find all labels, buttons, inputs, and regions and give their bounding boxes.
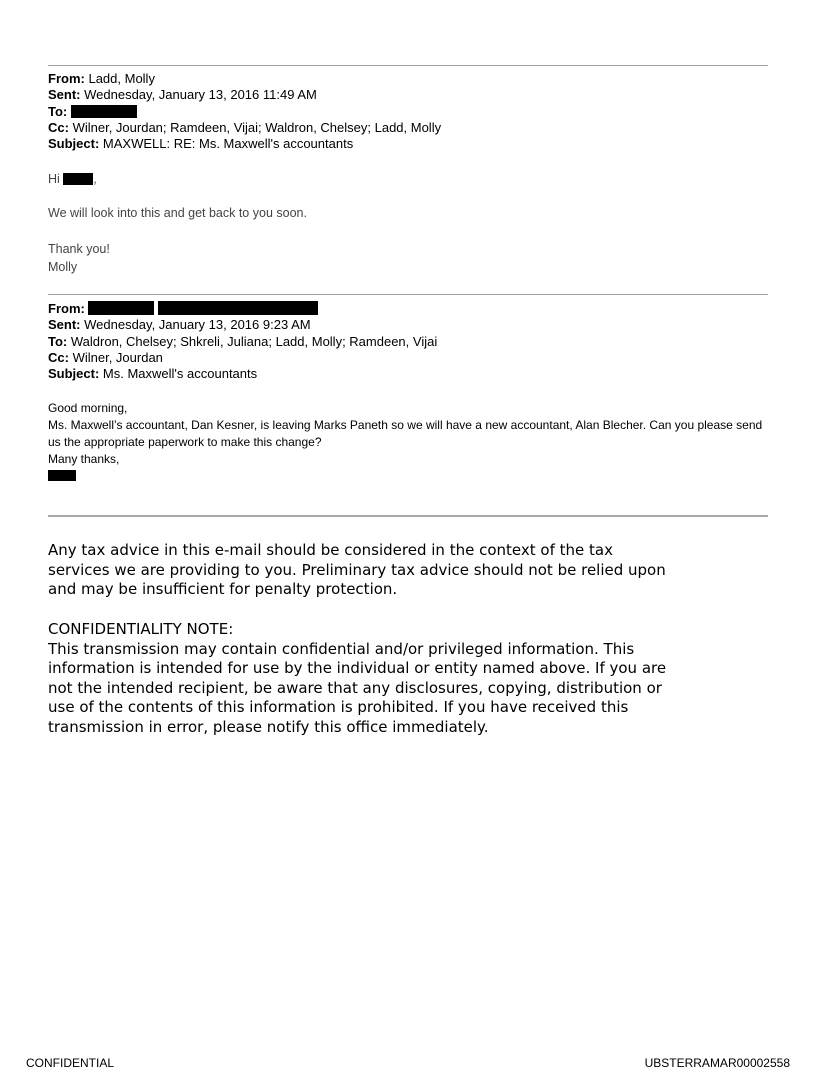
email2-signature bbox=[48, 468, 778, 485]
email1-to-line: To: bbox=[48, 104, 768, 120]
email1-subject: MAXWELL: RE: Ms. Maxwell's accountants bbox=[102, 136, 354, 152]
email1-header bbox=[48, 71, 768, 152]
email2-from-line: From: bbox=[48, 301, 768, 317]
email1-subject-line: Subject: MAXWELL: RE: Ms. Maxwell's accountants bbox=[48, 136, 354, 152]
confidentiality-notice bbox=[48, 620, 668, 737]
email2-greeting: Good morning, bbox=[48, 401, 128, 415]
disclaimer-divider bbox=[48, 515, 768, 517]
email1-from-line: From: Ladd, Molly bbox=[48, 71, 155, 86]
email2-subject-line: Subject: Ms. Maxwell's accountants bbox=[48, 366, 258, 382]
tax-advice-text: Any tax advice in this e-mail should be considered in the context of the tax services we are providing to you. Preliminary tax advice should not be relied upon and may be insufficient for penalty protection. bbox=[48, 541, 666, 598]
redaction-bar bbox=[158, 301, 318, 315]
footer-confidential-label: CONFIDENTIAL bbox=[26, 1056, 115, 1070]
email1-message: We will look into this and get back to you soon. bbox=[48, 206, 307, 220]
email2-cc-line: Cc: Wilner, Jourdan bbox=[48, 349, 163, 365]
email2-subject: Ms. Maxwell's accountants bbox=[102, 366, 258, 382]
confidentiality-heading: CONFIDENTIALITY NOTE: bbox=[48, 620, 234, 638]
email1-sent: Wednesday, January 13, 2016 11:49 AM bbox=[84, 87, 317, 103]
email2-cc: Wilner, Jourdan bbox=[72, 349, 163, 365]
email2-body bbox=[48, 400, 778, 485]
email2-sent: Wednesday, January 13, 2016 9:23 AM bbox=[84, 317, 311, 333]
message-divider bbox=[48, 294, 768, 295]
email2-closing: Many thanks, bbox=[48, 452, 120, 466]
confidentiality-text: This transmission may contain confidential and/or privileged information. This information is intended for use by the individual or entity named above. If you are not the intended recipient, be aware that any disclosures, copying, distribution or use of the contents of this information is prohibited. If you have received this transmission in error, please notify this office immediately. bbox=[48, 639, 667, 736]
email1-closing: Thank you! bbox=[48, 242, 110, 256]
email2-message: Ms. Maxwell’s accountant, Dan Kesner, is leaving Marks Paneth so we will have a new accountant, Alan Blecher. Can you please send us the appropriate paperwork to make this change? bbox=[48, 418, 763, 449]
email1-greeting-line: Hi , bbox=[48, 172, 97, 186]
email1-cc-line: Cc: Wilner, Jourdan; Ramdeen, Vijai; Waldron, Chelsey; Ladd, Molly bbox=[48, 119, 442, 135]
footer-bates-number: UBSTERRAMAR00002558 bbox=[644, 1056, 790, 1070]
top-divider bbox=[48, 65, 768, 66]
tax-advice-notice bbox=[48, 541, 668, 600]
email2-to-line: To: Waldron, Chelsey; Shkreli, Juliana; Ladd, Molly; Ramdeen, Vijai bbox=[48, 333, 438, 349]
redaction-bar bbox=[63, 173, 93, 185]
email2-to: Waldron, Chelsey; Shkreli, Juliana; Ladd, Molly; Ramdeen, Vijai bbox=[70, 333, 438, 349]
redaction-bar bbox=[88, 301, 154, 315]
redaction-bar bbox=[48, 470, 76, 481]
email2-sent-line: Sent: Wednesday, January 13, 2016 9:23 AM bbox=[48, 317, 311, 333]
redaction-bar bbox=[71, 105, 137, 118]
email1-signature: Molly bbox=[48, 260, 78, 274]
email1-cc: Wilner, Jourdan; Ramdeen, Vijai; Waldron, Chelsey; Ladd, Molly bbox=[72, 119, 442, 135]
email1-sent-line: Sent: Wednesday, January 13, 2016 11:49 AM bbox=[48, 87, 317, 103]
email1-from: Ladd, Molly bbox=[88, 71, 155, 86]
email2-header bbox=[48, 301, 768, 382]
